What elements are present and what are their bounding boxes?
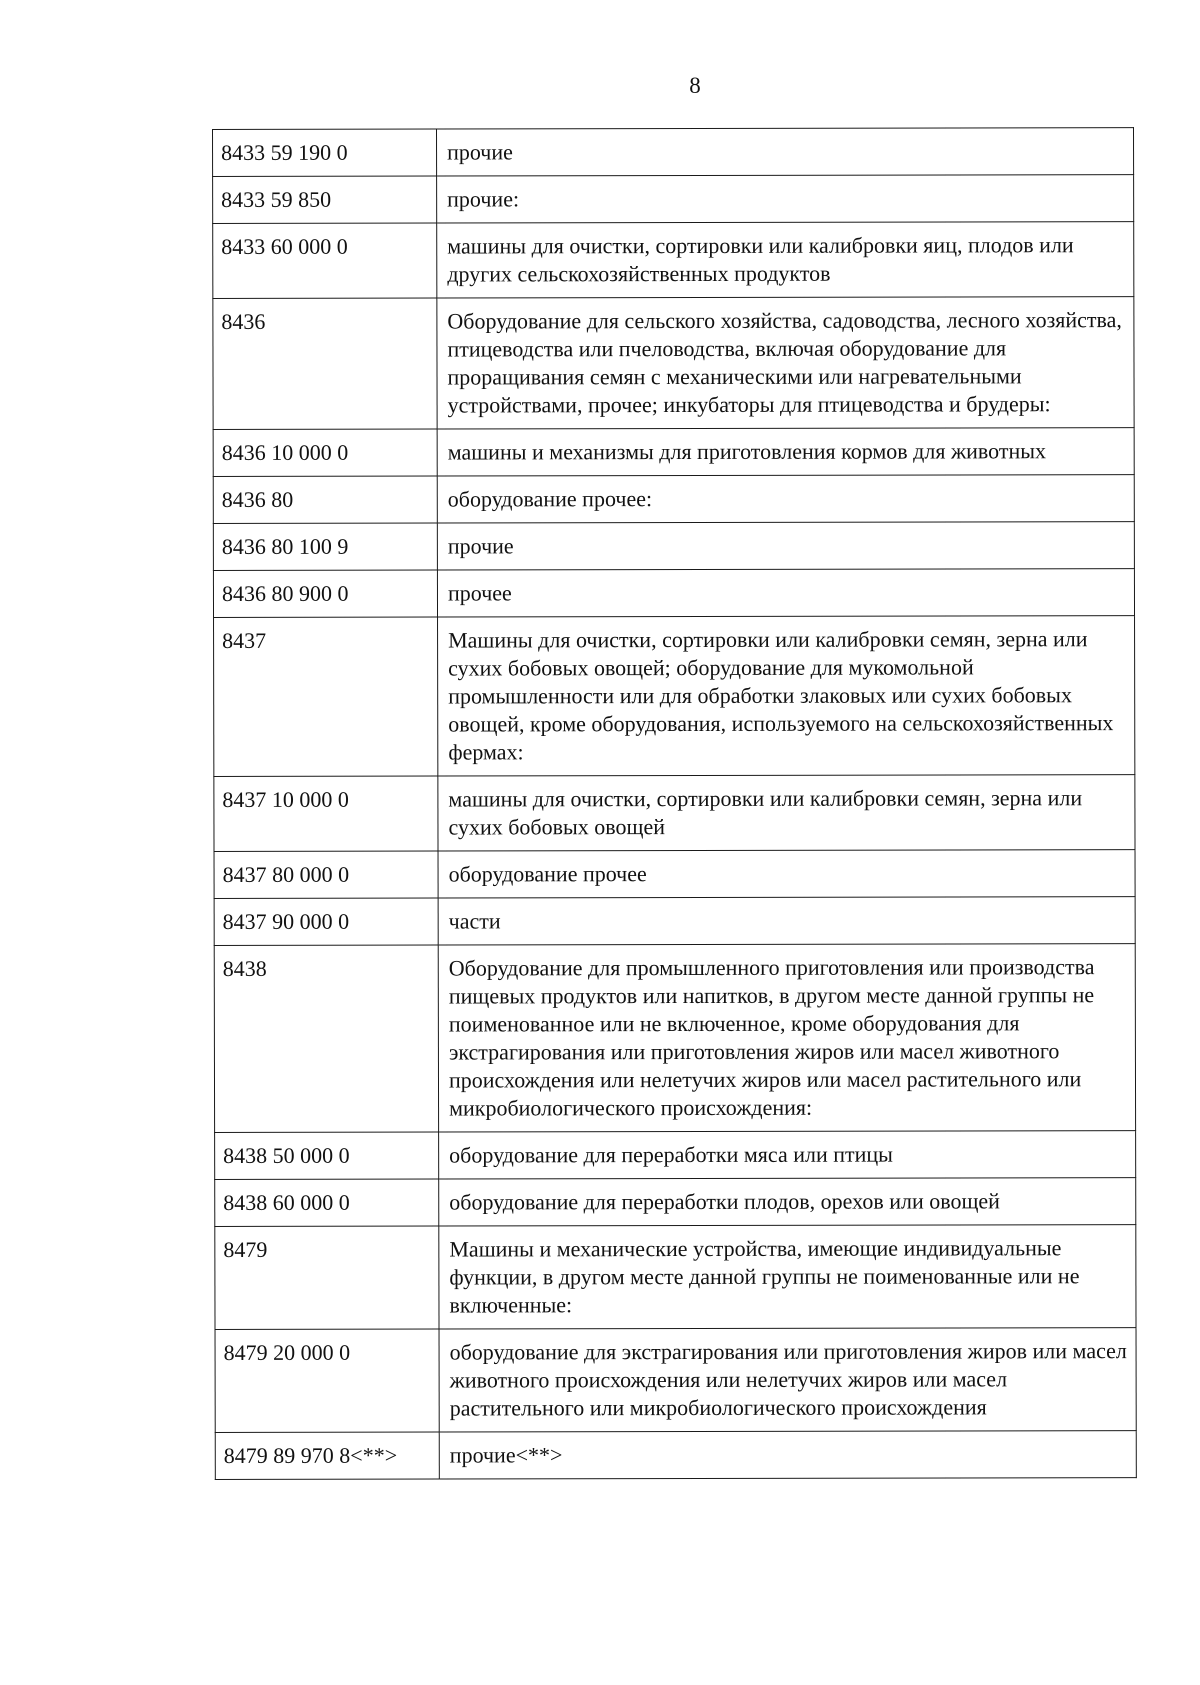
description-cell: прочее (437, 569, 1134, 617)
table-row (213, 297, 1134, 430)
description-cell: машины и механизмы для приготовления кормов для животных (437, 428, 1134, 476)
code-cell: 8438 (214, 945, 438, 1132)
description-cell: части (438, 897, 1135, 945)
table-row (215, 1178, 1136, 1227)
table-row (214, 944, 1135, 1133)
code-cell: 8479 (215, 1226, 439, 1329)
description-cell: прочие (437, 128, 1134, 176)
table-row (215, 1328, 1136, 1433)
description-cell: оборудование прочее (438, 850, 1135, 898)
code-cell: 8436 80 (213, 476, 437, 523)
tariff-code-table (212, 127, 1137, 1480)
description-cell: оборудование прочее: (437, 475, 1134, 523)
code-cell: 8438 60 000 0 (215, 1179, 439, 1226)
code-cell: 8479 89 970 8<**> (215, 1432, 439, 1479)
table-row (213, 128, 1134, 177)
description-cell: Оборудование для сельского хозяйства, садоводства, лесного хозяйства, птицеводства или пчеловодства, включая оборудование для проращивания семян с механическими или нагревательными устройствами, прочее; инкубаторы для птицеводства и брудеры: (437, 297, 1134, 429)
description-cell: оборудование для экстрагирования или приготовления жиров или масел животного происхождения или нелетучих жиров или масел растительного или микробиологического происхождения (439, 1328, 1136, 1432)
code-cell: 8433 59 190 0 (213, 129, 437, 176)
code-cell: 8436 80 900 0 (213, 570, 437, 617)
table-row (213, 428, 1134, 477)
code-cell: 8436 (213, 298, 437, 429)
description-cell: машины для очистки, сортировки или калибровки яиц, плодов или других сельскохозяйственных продуктов (437, 222, 1134, 298)
table-row (214, 897, 1135, 946)
description-cell: Оборудование для промышленного приготовления или производства пищевых продуктов или напитков, в другом месте данной группы не поименованное или не включенное, кроме оборудования для экстрагирования или приготовления жиров или масел животного происхождения или нелетучих жиров или масел растительного или микробиологического происхождения: (438, 944, 1135, 1132)
table-row (214, 850, 1135, 899)
page-number: 8 (689, 73, 701, 98)
code-cell: 8437 10 000 0 (214, 776, 438, 851)
table-row (214, 775, 1135, 852)
table-row (213, 522, 1134, 571)
code-cell: 8436 80 100 9 (213, 523, 437, 570)
code-cell: 8479 20 000 0 (215, 1329, 439, 1432)
table-row (215, 1431, 1136, 1480)
description-cell: прочие: (437, 175, 1134, 223)
table-row (213, 222, 1134, 299)
table-row (214, 616, 1135, 777)
table-row (213, 569, 1134, 618)
description-cell: Машины для очистки, сортировки или калибровки семян, зерна или сухих бобовых овощей; оборудование для мукомольной промышленности или для обработки злаковых или сухих бобовых овощей, кроме оборудования, используемого на сельскохозяйственных фермах: (438, 616, 1135, 776)
description-cell: оборудование для переработки мяса или птицы (439, 1131, 1136, 1179)
description-cell: Машины и механические устройства, имеющие индивидуальные функции, в другом месте данной группы не поименованные или не включенные: (439, 1225, 1136, 1329)
code-cell: 8436 10 000 0 (213, 429, 437, 476)
table-row (213, 175, 1134, 224)
description-cell: прочие<**> (439, 1431, 1136, 1479)
table-row (213, 475, 1134, 524)
code-cell: 8437 90 000 0 (214, 898, 438, 945)
table-row (215, 1225, 1136, 1330)
code-cell: 8437 (214, 617, 438, 776)
description-cell: прочие (437, 522, 1134, 570)
description-cell: машины для очистки, сортировки или калибровки семян, зерна или сухих бобовых овощей (438, 775, 1135, 851)
code-cell: 8433 59 850 (213, 176, 437, 223)
table-row (215, 1131, 1136, 1180)
description-cell: оборудование для переработки плодов, орехов или овощей (439, 1178, 1136, 1226)
code-cell: 8437 80 000 0 (214, 851, 438, 898)
code-cell: 8438 50 000 0 (215, 1132, 439, 1179)
code-cell: 8433 60 000 0 (213, 223, 437, 298)
